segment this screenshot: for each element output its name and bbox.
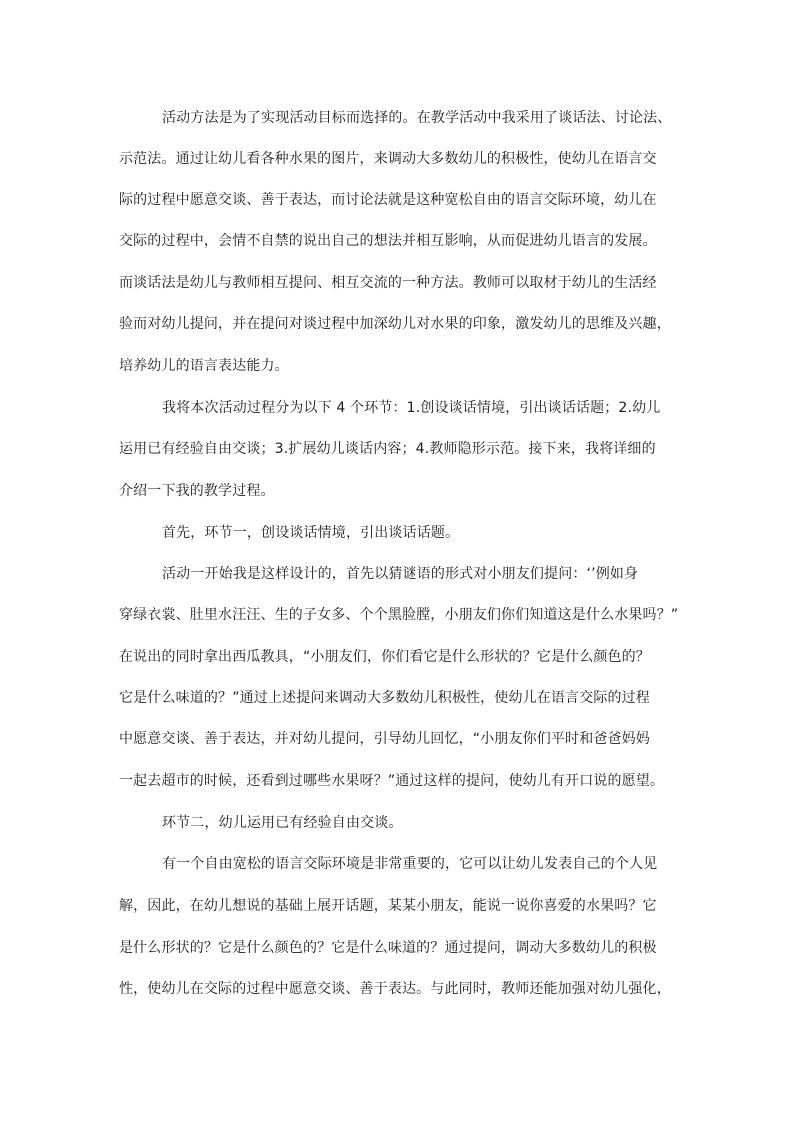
paragraph-line: 活动方法是为了实现活动目标而选择的。在教学活动中我采用了谈话法、讨论法、 bbox=[162, 110, 672, 126]
paragraph-line: 验而对幼儿提问，并在提问对谈过程中加深幼儿对水果的印象，激发幼儿的思维及兴趣， bbox=[119, 316, 671, 332]
paragraph-line: 一起去超市的时候，还看到过哪些水果呀？”通过这样的提问，使幼儿有开口说的愿望。 bbox=[119, 773, 665, 789]
paragraph-line: 解，因此，在幼儿想说的基础上展开话题，某某小朋友，能说一说你喜爱的水果吗？它 bbox=[119, 898, 657, 914]
paragraph-line: 交际的过程中，会情不自禁的说出自己的想法并相互影响，从而促进幼儿语言的发展。 bbox=[119, 233, 657, 249]
paragraph-line: 性，使幼儿在交际的过程中愿意交谈、善于表达。与此同时，教师还能加强对幼儿强化， bbox=[119, 981, 671, 997]
paragraph-line: 培养幼儿的语言表达能力。 bbox=[119, 358, 289, 374]
paragraph-line: 我将本次活动过程分为以下 4 个环节：1.创设谈话情境，引出谈话话题；2.幼儿 bbox=[162, 400, 661, 416]
paragraph-line: 是什么形状的？它是什么颜色的？它是什么味道的？通过提问，调动大多数幼儿的积极 bbox=[119, 940, 657, 956]
paragraph-line: 际的过程中愿意交谈、善于表达，而讨论法就是这种宽松自由的语言交际环境，幼儿在 bbox=[119, 192, 657, 208]
paragraph-line: 介绍一下我的教学过程。 bbox=[119, 483, 275, 499]
paragraph-line: 中愿意交谈、善于表达，并对幼儿提问，引导幼儿回忆，“小朋友你们平时和爸爸妈妈 bbox=[119, 731, 650, 747]
paragraph-line: 而谈话法是幼儿与教师相互提问、相互交流的一种方法。教师可以取材于幼儿的生活经 bbox=[119, 275, 657, 291]
paragraph-line: 它是什么味道的？”通过上述提问来调动大多数幼儿积极性，使幼儿在语言交际的过程 bbox=[119, 690, 650, 706]
section-heading: 首先，环节一，创设谈话情境，引出谈话话题。 bbox=[162, 525, 460, 541]
paragraph-line: 在说出的同时拿出西瓜教具，“小朋友们，你们看它是什么形状的？它是什么颜色的？ bbox=[119, 649, 650, 665]
paragraph-line: 穿绿衣裳、肚里水汪汪、生的子女多、个个黑脸膛，小朋友们你们知道这是什么水果吗？” bbox=[119, 607, 679, 623]
section-heading: 环节二，幼儿运用已有经验自由交谈。 bbox=[162, 815, 403, 831]
paragraph-line: 活动一开始我是这样设计的，首先以猜谜语的形式对小朋友们提问：‘’例如身 bbox=[162, 566, 639, 582]
paragraph-line: 有一个自由宽松的语言交际环境是非常重要的，它可以让幼儿发表自己的个人见 bbox=[162, 856, 658, 872]
paragraph-line: 运用已有经验自由交谈；3.扩展幼儿谈话内容；4.教师隐形示范。接下来，我将详细的 bbox=[119, 441, 656, 457]
paragraph-line: 示范法。通过让幼儿看各种水果的图片，来调动大多数幼儿的积极性，使幼儿在语言交 bbox=[119, 151, 657, 167]
